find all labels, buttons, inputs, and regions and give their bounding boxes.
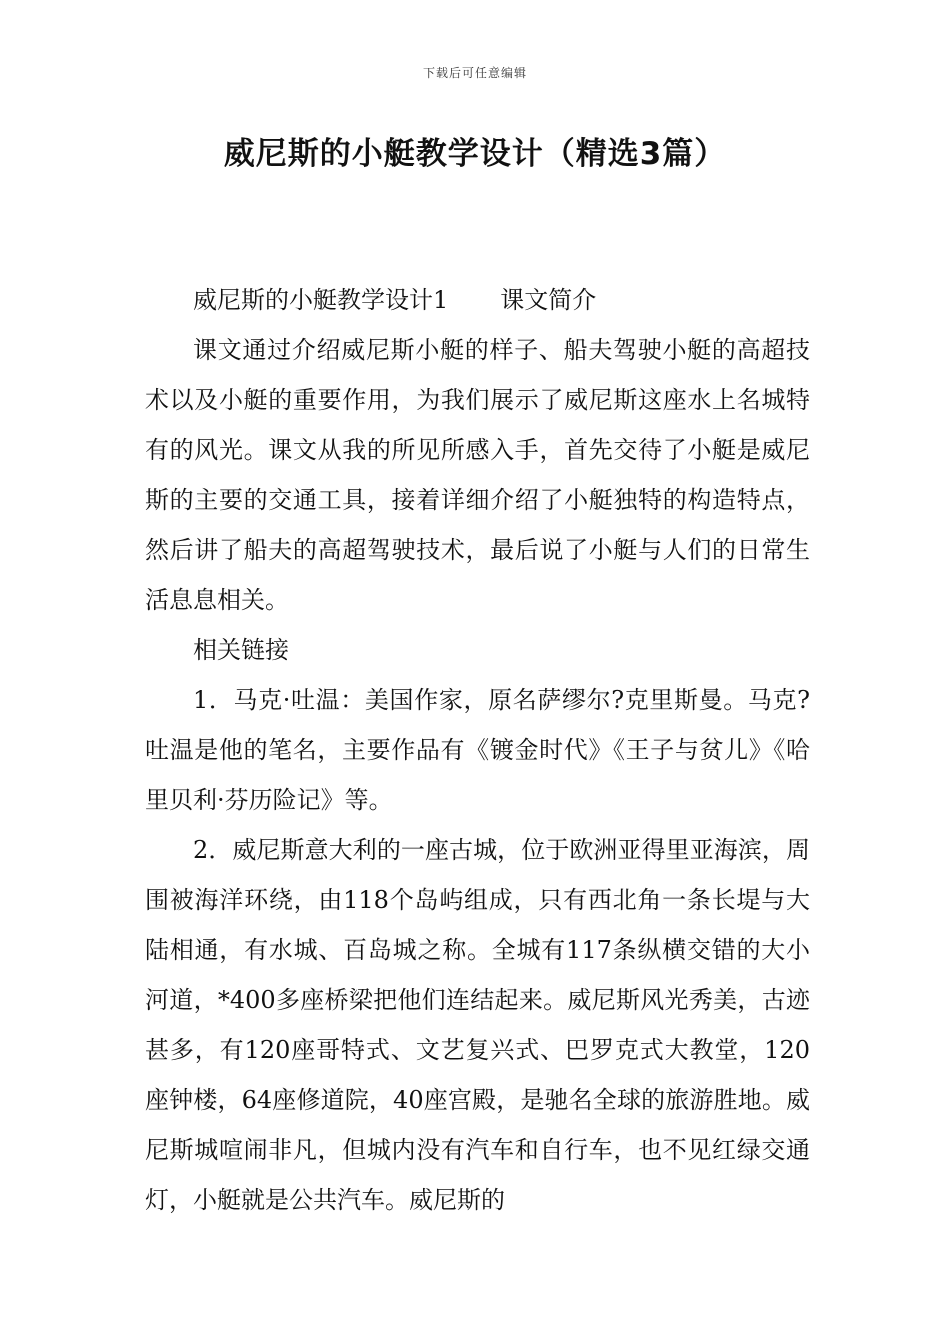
section-heading-line bbox=[145, 275, 810, 325]
paragraph-venice: 2．威尼斯意大利的一座古城，位于欧洲亚得里亚海滨，周围被海洋环绕，由118个岛屿组成，只有西北角一条长堤与大陆相通，有水城、百岛城之称。全城有117条纵横交错的大小河道，*400多座桥梁把他们连结起来。威尼斯风光秀美，古迹甚多，有120座哥特式、文艺复兴式、巴罗克式大教堂，120座钟楼，64座修道院，40座宫殿，是驰名全球的旅游胜地。威尼斯城喧闹非凡，但城内没有汽车和自行车，也不见红绿交通灯，小艇就是公共汽车。威尼斯的 bbox=[145, 836, 810, 1214]
page-header-note: 下载后可任意编辑 bbox=[422, 66, 527, 80]
paragraph-intro: 课文通过介绍威尼斯小艇的样子、船夫驾驶小艇的高超技术以及小艇的重要作用，为我们展示了威尼斯这座水上名城特有的风光。课文从我的所见所感入手，首先交待了小艇是威尼斯的主要的交通工具，接着详细介绍了小艇独特的构造特点，然后讲了船夫的高超驾驶技术，最后说了小艇与人们的日常生活息息相关。 bbox=[145, 336, 810, 614]
paragraph-related-links: 相关链接 bbox=[193, 636, 289, 664]
section-heading: 威尼斯的小艇教学设计1 bbox=[193, 286, 449, 314]
section-subheading: 课文简介 bbox=[500, 286, 597, 314]
document-title: 威尼斯的小艇教学设计（精选3篇） bbox=[223, 136, 727, 172]
document-body bbox=[145, 275, 810, 1225]
paragraph-mark-twain: 1．马克·吐温：美国作家，原名萨缪尔?克里斯曼。马克?吐温是他的笔名，主要作品有《镀金时代》《王子与贫儿》《哈里贝利·芬历险记》等。 bbox=[145, 686, 810, 814]
